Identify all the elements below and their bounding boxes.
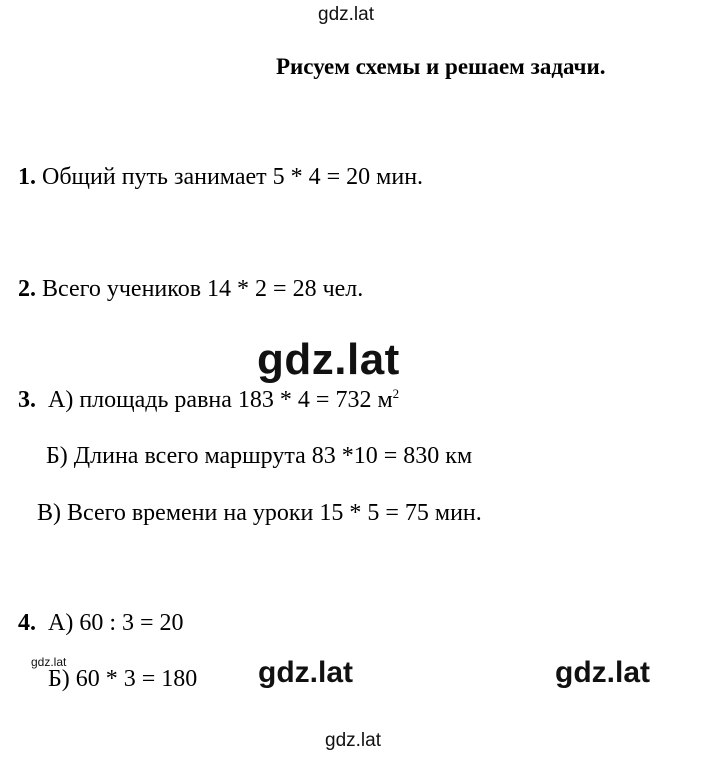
problem-3a-text: А) площадь равна 183 * 4 = 732 м bbox=[48, 387, 393, 413]
problem-4-number: 4. bbox=[18, 610, 36, 636]
problem-3c: В) Всего времени на уроки 15 * 5 = 75 мин. bbox=[37, 500, 482, 526]
watermark-tiny: gdz.lat bbox=[31, 655, 67, 669]
watermark-top: gdz.lat bbox=[318, 4, 374, 25]
problem-4a-text: А) 60 : 3 = 20 bbox=[48, 610, 184, 636]
problem-3a-superscript: 2 bbox=[392, 386, 400, 401]
problem-4b: Б) 60 * 3 = 180 bbox=[48, 666, 198, 692]
problem-3b: Б) Длина всего маршрута 83 *10 = 830 км bbox=[46, 443, 473, 469]
problem-2-number: 2. bbox=[18, 276, 36, 302]
problem-1-number: 1. bbox=[18, 164, 36, 190]
watermark-center: gdz.lat bbox=[257, 335, 400, 384]
watermark-bottom-mid: gdz.lat bbox=[258, 656, 353, 689]
problem-1-text: Общий путь занимает 5 * 4 = 20 мин. bbox=[42, 164, 424, 190]
problem-1 bbox=[18, 164, 423, 191]
problem-3-number: 3. bbox=[18, 387, 36, 413]
watermark-footer: gdz.lat bbox=[325, 730, 381, 751]
problem-4a bbox=[18, 610, 184, 637]
problem-2 bbox=[18, 276, 363, 303]
page-title: Рисуем схемы и решаем задачи. bbox=[276, 54, 606, 79]
problem-3a bbox=[18, 387, 399, 414]
watermark-bottom-right: gdz.lat bbox=[555, 656, 650, 689]
problem-2-text: Всего учеников 14 * 2 = 28 чел. bbox=[42, 276, 364, 302]
